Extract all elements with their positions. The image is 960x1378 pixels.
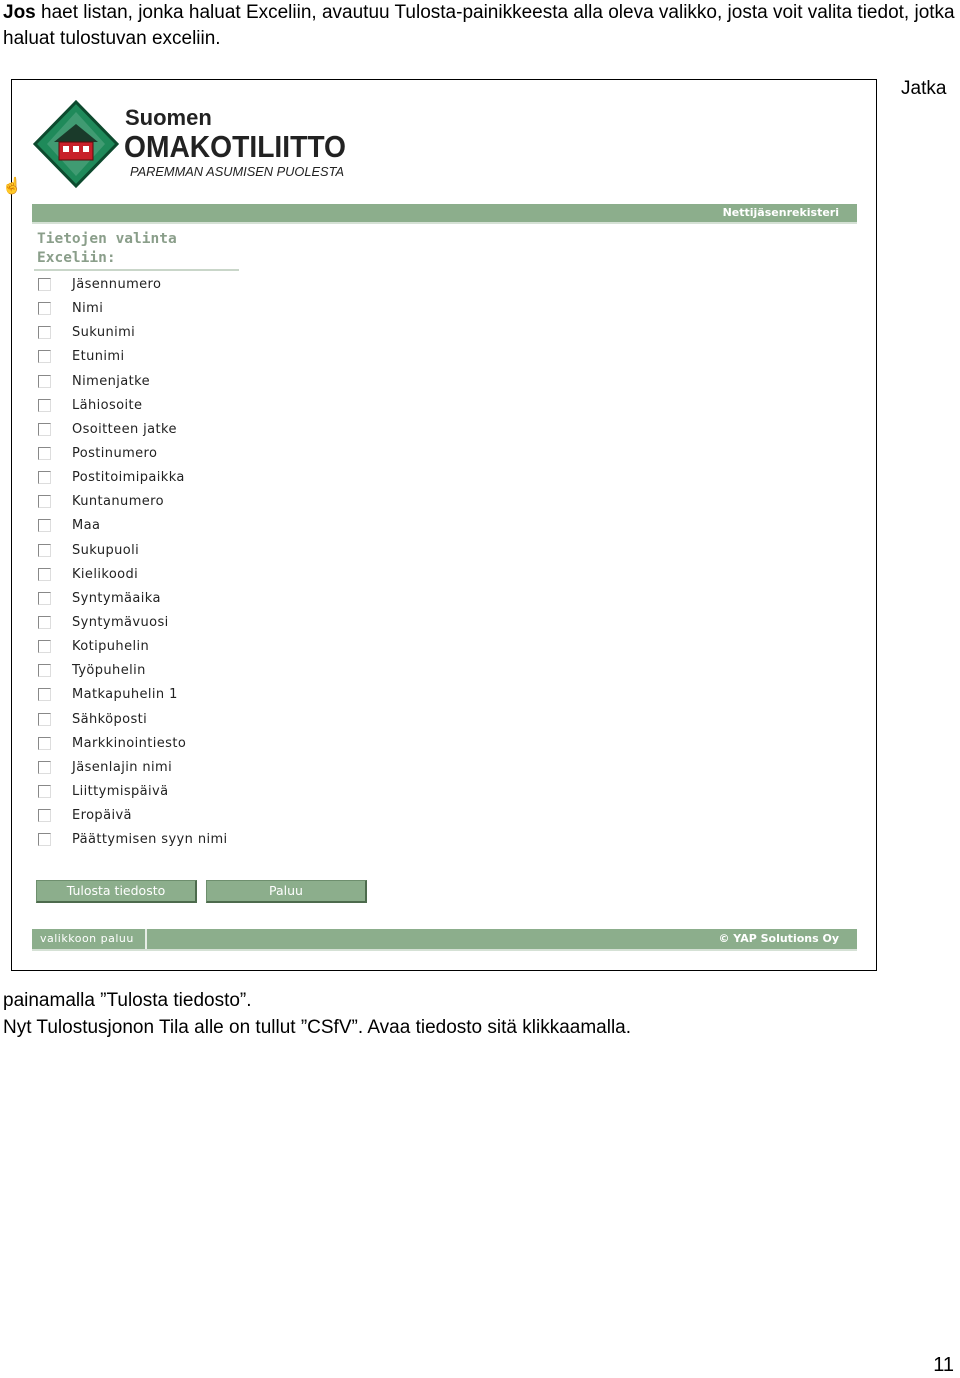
field-label: Markkinointiesto — [72, 735, 187, 751]
field-label: Liittymispäivä — [72, 783, 169, 799]
screenshot-frame — [2, 79, 877, 971]
intro-paragraph — [3, 0, 958, 52]
field-checkbox[interactable] — [38, 640, 51, 653]
field-checkbox[interactable] — [38, 785, 51, 798]
field-label: Postitoimipaikka — [72, 470, 185, 486]
after-line-2: Nyt Tulostusjonon Tila alle on tullut ”CSfV”. Avaa tiedosto sitä klikkaamalla. — [3, 1017, 632, 1038]
logo-line1: Suomen — [125, 105, 212, 130]
field-checkbox[interactable] — [38, 833, 51, 846]
logo-tagline: PAREMMAN ASUMISEN PUOLESTA — [130, 165, 344, 179]
field-label: Nimi — [72, 301, 104, 317]
field-label: Osoitteen jatke — [72, 421, 177, 437]
field-checkbox[interactable] — [38, 519, 51, 532]
field-label: Sukunimi — [72, 325, 136, 341]
selection-title-line2: Exceliin: — [37, 250, 116, 266]
field-checkbox[interactable] — [38, 471, 51, 484]
selection-title — [37, 230, 237, 268]
omakotiliitto-logo — [32, 98, 362, 193]
field-checkbox[interactable] — [38, 278, 51, 291]
field-label: Työpuhelin — [72, 663, 146, 679]
field-checkbox[interactable] — [38, 737, 51, 750]
intro-text: haet listan, jonka haluat Exceliin, avautuu Tulosta-painikkeesta alla oleva valikko, josta voit valita tiedot, jotka haluat tulostuvan exceliin. — [3, 2, 955, 49]
field-label: Päättymisen syyn nimi — [72, 832, 228, 848]
bottom-bar — [32, 929, 857, 951]
field-label: Etunimi — [72, 349, 125, 365]
field-checkbox[interactable] — [38, 350, 51, 363]
field-label: Syntymävuosi — [72, 614, 169, 630]
field-label: Lähiosoite — [72, 397, 143, 413]
field-label: Matkapuhelin 1 — [72, 687, 178, 703]
back-to-menu-link[interactable]: valikkoon paluu — [40, 932, 134, 945]
back-button[interactable]: Paluu — [206, 880, 367, 903]
copyright-text: © YAP Solutions Oy — [718, 932, 839, 945]
cursor-icon: ☝ — [2, 178, 22, 195]
field-checkbox[interactable] — [38, 809, 51, 822]
selection-divider — [34, 269, 239, 271]
top-bar — [32, 204, 857, 224]
field-checkbox[interactable] — [38, 592, 51, 605]
field-checkbox[interactable] — [38, 326, 51, 339]
field-label: Jäsennumero — [72, 277, 162, 292]
field-label: Syntymäaika — [72, 590, 161, 606]
field-label: Sukupuoli — [72, 542, 140, 558]
field-checkbox[interactable] — [38, 544, 51, 557]
page-number: 11 — [933, 1354, 954, 1376]
field-label: Kielikoodi — [72, 566, 139, 582]
print-file-button[interactable]: Tulosta tiedosto — [36, 880, 197, 903]
field-checkbox[interactable] — [38, 664, 51, 677]
field-checkbox[interactable] — [38, 399, 51, 412]
field-checkbox[interactable] — [38, 568, 51, 581]
logo-line2: OMAKOTILIITTO — [124, 129, 346, 164]
field-checkbox[interactable] — [38, 447, 51, 460]
field-checkbox[interactable] — [38, 375, 51, 388]
field-checkbox[interactable] — [38, 495, 51, 508]
bottom-bar-divider — [145, 929, 147, 949]
field-label: Kotipuhelin — [72, 639, 150, 655]
field-label: Eropäivä — [72, 808, 132, 824]
intro-bold: Jos — [3, 2, 36, 23]
field-label: Sähköposti — [72, 711, 148, 727]
field-label: Kuntanumero — [72, 494, 164, 510]
field-checkbox[interactable] — [38, 616, 51, 629]
field-label: Jäsenlajin nimi — [72, 759, 173, 775]
selection-title-line1: Tietojen valinta — [37, 231, 177, 247]
after-line-1: painamalla ”Tulosta tiedosto”. — [3, 990, 252, 1011]
field-checkbox[interactable] — [38, 302, 51, 315]
field-label: Maa — [72, 518, 101, 534]
field-checkbox[interactable] — [38, 423, 51, 436]
field-checkbox[interactable] — [38, 761, 51, 774]
field-label: Postinumero — [72, 445, 158, 461]
top-bar-link[interactable]: Nettijäsenrekisteri — [722, 206, 839, 219]
field-checkbox[interactable] — [38, 713, 51, 726]
field-label: Nimenjatke — [72, 373, 150, 389]
side-note: Jatka — [901, 78, 947, 99]
field-checkbox[interactable] — [38, 688, 51, 701]
